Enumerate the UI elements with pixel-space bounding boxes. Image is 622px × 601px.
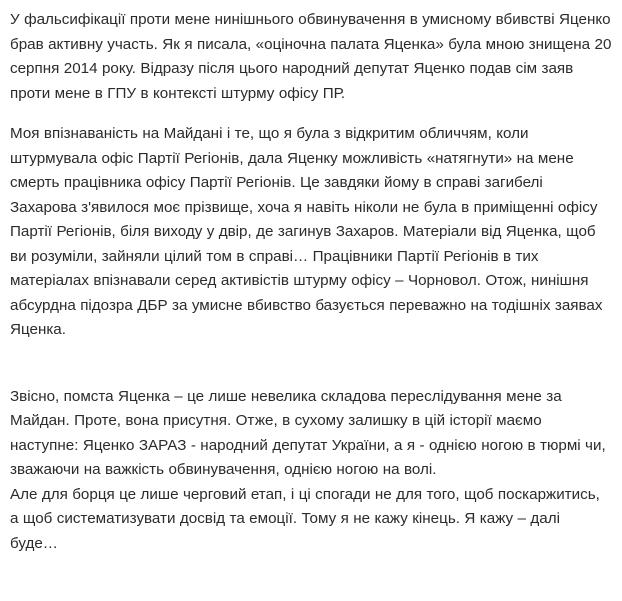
article-paragraph: Але для борця це лише черговий етап, і ці спогади не для того, щоб поскаржитись, а щоб систематизувати досвід та емоції. Тому я не кажу кінець. Я кажу – далі буде… — [10, 485, 600, 552]
article-paragraph: Моя впізнаваність на Майдані і те, що я була з відкритим обличчям, коли штурмувала офіс Партії Регіонів, дала Яценку можливість «натягнути» на мене смерть працівника офісу Партії Регіонів. Це завдяки йому в справі загибелі Захарова з'явилося моє прізвище, хоча я навіть ніколи не була в приміщенні офісу Партії Регіонів, біля виходу у двір, де загинув Захаров. Матеріали від Яценка, щоб ви розуміли, зайняли цілий том в справі… Працівники Партії Регіонів в тих матеріалах впізнавали серед активістів штурму офісу – Чорновол. Отож, нинішня абсурдна підозра ДБР за умисне вбивство базується переважно на тодішніх заявах Яценка. — [10, 125, 603, 338]
paragraph-spacer — [10, 359, 612, 385]
article-paragraph: Звісно, помста Яценка – це лише невелика складова переслідування мене за Майдан. Проте, вона присутня. Отже, в сухому залишку в цій історії маємо наступне: Яценко ЗАРАЗ - народний депутат України, а я - однією ногою в тюрмі чи, зважаючи на важкість обвинувачення, однією ногою на волі. — [10, 387, 606, 478]
article-paragraph: У фальсифікації проти мене нинішнього обвинувачення в умисному вбивстві Яценко брав активну участь. Як я писала, «оціночна палата Яценка» була мною знищена 20 серпня 2014 року. Відразу після цього народний депутат Яценко подав сім заяв проти мене в ГПУ в контексті штурму офісу ПР. — [10, 11, 612, 102]
